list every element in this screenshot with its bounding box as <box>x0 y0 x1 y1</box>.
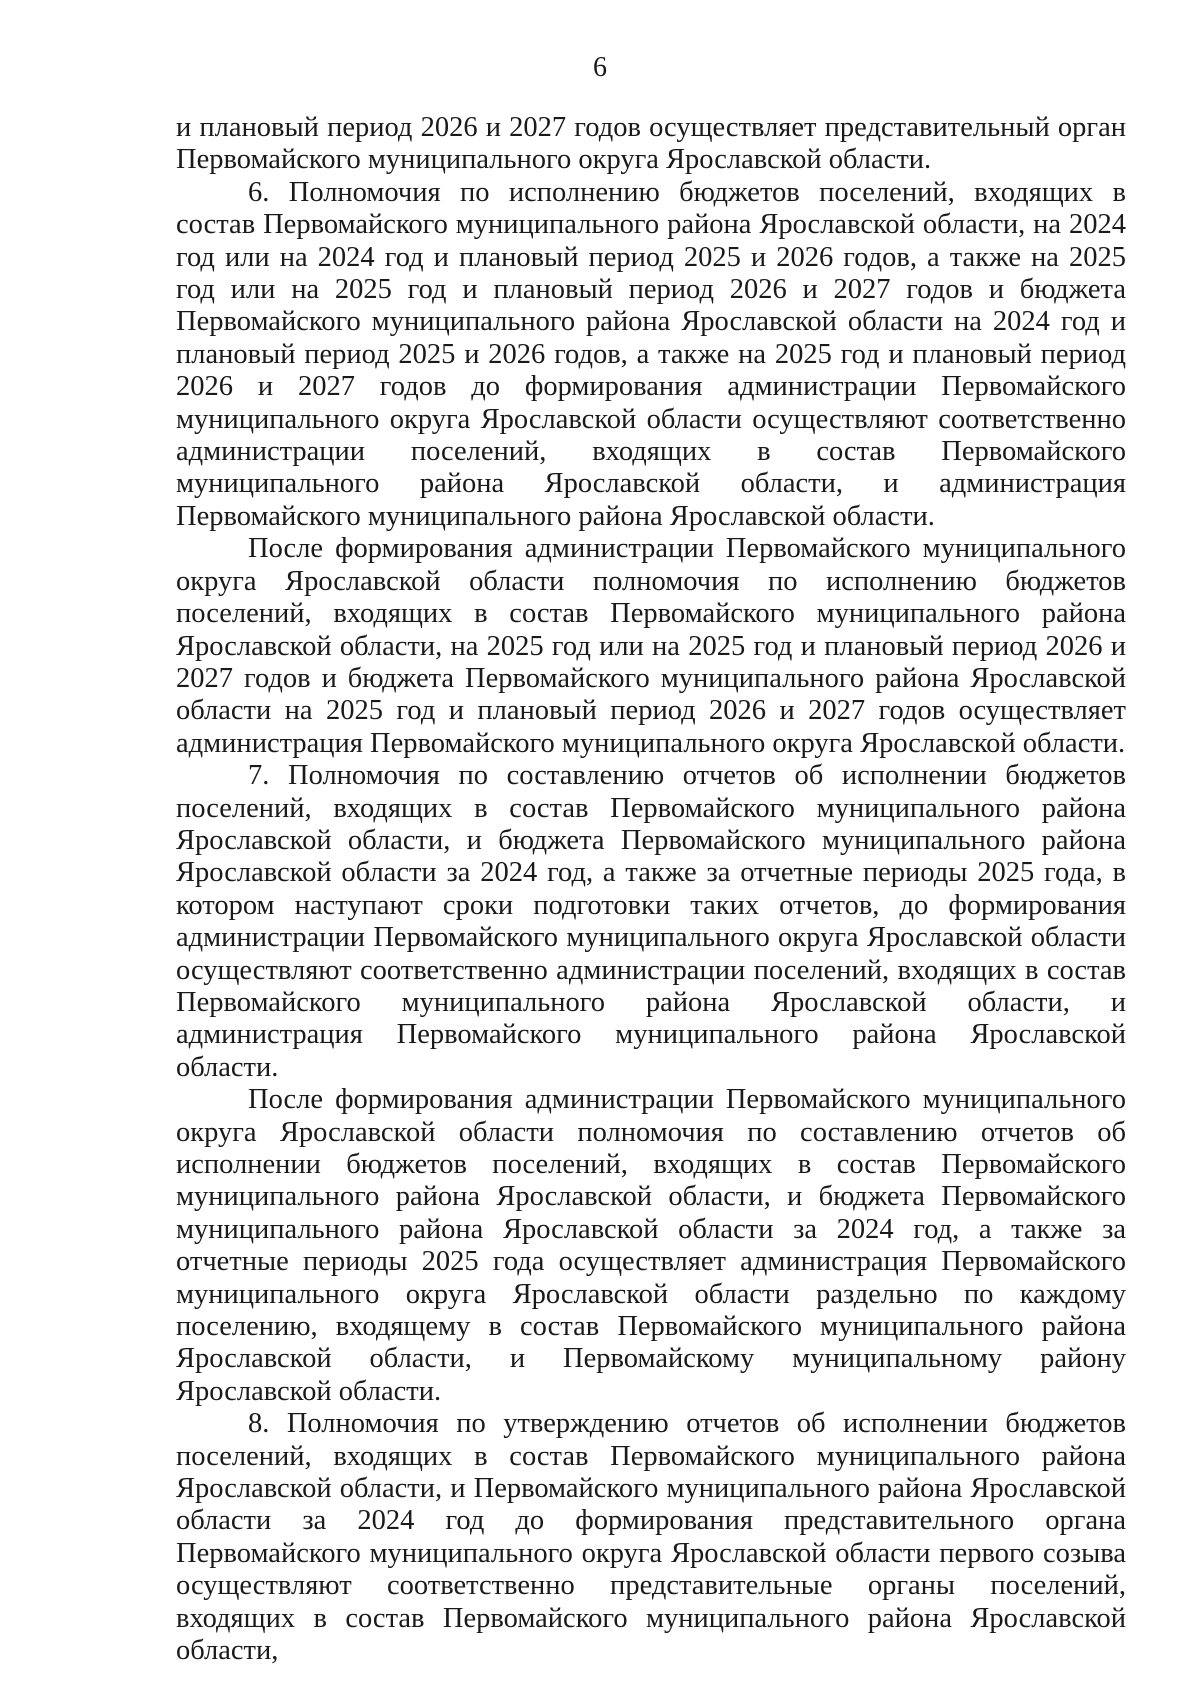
paragraph-item-7-after-formation: После формирования администрации Первомайского муниципального округа Ярославской области полномочия по составлению отчетов об исполнении бюджетов поселений, входящих в состав Первомайского муниципального района Ярославской области, и бюджета Первомайского муниципального района Ярославской области за 2024 год, а также за отчетные периоды 2025 года осуществляет администрация Первомайского муниципального округа Ярославской области раздельно по каждому поселению, входящему в состав Первомайского муниципального района Ярославской области, и Первомайскому муниципальному району Ярославской области. <box>176 1084 1126 1407</box>
paragraph-item-6: 6. Полномочия по исполнению бюджетов поселений, входящих в состав Первомайского муниципального района Ярославской области, на 2024 год или на 2024 год и плановый период 2025 и 2026 годов, а также на 2025 год или на 2025 год и плановый период 2026 и 2027 годов и бюджета Первомайского муниципального района Ярославской области на 2024 год и плановый период 2025 и 2026 годов, а также на 2025 год и плановый период 2026 и 2027 годов до формирования администрации Первомайского муниципального округа Ярославской области осуществляют соответственно администрации поселений, входящих в состав Первомайского муниципального района Ярославской области, и администрация Первомайского муниципального района Ярославской области. <box>176 176 1126 532</box>
paragraph-item-7: 7. Полномочия по составлению отчетов об исполнении бюджетов поселений, входящих в состав Первомайского муниципального района Ярославской области, и бюджета Первомайского муниципального района Ярославской области за 2024 год, а также за отчетные периоды 2025 года, в котором наступают сроки подготовки таких отчетов, до формирования администрации Первомайского муниципального округа Ярославской области осуществляют соответственно администрации поселений, входящих в состав Первомайского муниципального района Ярославской области, и администрация Первомайского муниципального района Ярославской области. <box>176 760 1126 1083</box>
paragraph-item-6-after-formation: После формирования администрации Первомайского муниципального округа Ярославской области полномочия по исполнению бюджетов поселений, входящих в состав Первомайского муниципального района Ярославской области, на 2025 год или на 2025 год и плановый период 2026 и 2027 годов и бюджета Первомайского муниципального района Ярославской области на 2025 год и плановый период 2026 и 2027 годов осуществляет администрация Первомайского муниципального округа Ярославской области. <box>176 533 1126 759</box>
document-body <box>176 112 1126 1668</box>
paragraph-item-8: 8. Полномочия по утверждению отчетов об исполнении бюджетов поселений, входящих в состав Первомайского муниципального района Ярославской области, и Первомайского муниципального района Ярославской области за 2024 год до формирования представительного органа Первомайского муниципального округа Ярославской области первого созыва осуществляют соответственно представительные органы поселений, входящих в состав Первомайского муниципального района Ярославской области, <box>176 1408 1126 1667</box>
paragraph-continuation: и плановый период 2026 и 2027 годов осуществляет представительный орган Первомайского муниципального округа Ярославской области. <box>176 112 1126 176</box>
page-number: 6 <box>593 52 607 83</box>
